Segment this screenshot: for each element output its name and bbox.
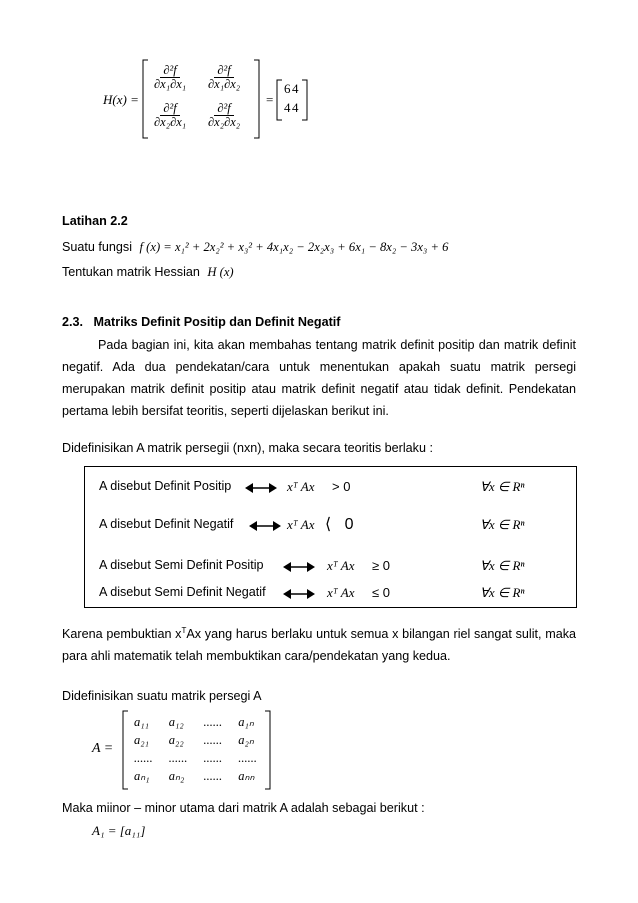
matrix-cell: ...... <box>203 732 223 747</box>
matrix-lhs: A = <box>92 741 114 756</box>
exercise-prefix: Suatu fungsi <box>62 240 133 254</box>
matrix-cell: ...... <box>203 768 223 783</box>
matrix-cell: ...... <box>238 750 257 765</box>
hessian-entry-22: $\frac{\text{∂²f}}{\text{∂x₂∂x₂}}$ <box>208 101 241 130</box>
definition-relation: ≤ 0 <box>372 585 390 600</box>
minor-first: A₁ = [a₁₁] <box>92 823 146 838</box>
matrix-cell: a₁₁ <box>134 714 149 729</box>
definition-label: A disebut Definit Negatif <box>99 517 234 531</box>
value-m12: 4 <box>292 81 299 96</box>
matrix-cell: aₙ₂ <box>168 769 185 783</box>
section-paragraph: Pada bagian ini, kita akan membahas tentang matrik definit positip dan matrik definit negatif. Ada dua pendekatan/cara untuk menentukan apakah suatu matrik persegi merupakan matrik definit positip atau matrik definit negatif atau tidak definit. Pendekatan pertama lebih bersifat teoritis, seperti dijelaskan berikut ini. <box>62 338 576 418</box>
double-arrow-icon <box>283 589 315 599</box>
matrix-cell: aₙₙ <box>238 769 255 783</box>
value-m21: 4 <box>284 100 291 115</box>
exercise-task-text: Tentukan matrik Hessian <box>62 265 200 279</box>
definition-row <box>85 479 576 499</box>
minor-intro: Maka miinor – minor utama dari matrik A adalah sebagai berikut : <box>62 801 425 815</box>
double-arrow-icon <box>245 483 277 493</box>
definition-label: A disebut Semi Definit Positip <box>99 558 264 572</box>
matrix-cell: ...... <box>134 750 153 765</box>
definition-expr: xᵀ Ax <box>327 558 355 573</box>
matrix-row <box>126 749 265 767</box>
matrix-cell: a₂₂ <box>168 732 184 747</box>
proof-note-end: Ax yang harus berlaku untuk semua x bilangan riel sangat sulit, maka para ahli matematik telah membuktikan cara/pendekatan yang kedua. <box>62 627 577 664</box>
value-m11: 6 <box>284 81 291 96</box>
definition-quantifier: ∀x ∈ Rⁿ <box>480 479 525 494</box>
definition-quantifier: ∀x ∈ Rⁿ <box>480 585 525 600</box>
matrix-cell: ...... <box>168 750 188 765</box>
definition-relation: ≥ 0 <box>372 558 390 573</box>
matrix-cell: a₁₂ <box>168 714 184 729</box>
matrix-cell: a₂ₙ <box>238 733 254 747</box>
matrix-cell: ...... <box>203 750 223 765</box>
exercise-task <box>62 265 234 281</box>
definition-row <box>85 585 576 605</box>
double-arrow-icon <box>249 521 281 531</box>
exercise-statement <box>62 240 448 256</box>
definition-expr: xᵀ Ax <box>287 517 315 532</box>
definition-expr: xᵀ Ax <box>287 479 315 494</box>
matrix-row <box>126 731 265 749</box>
matrix-cell: ...... <box>203 714 223 729</box>
hessian-entry-11: $\frac{\text{∂²f}}{\text{∂x₁∂x₁}}$ <box>154 63 187 92</box>
definition-quantifier: ∀x ∈ Rⁿ <box>480 517 525 532</box>
definition-label: A disebut Definit Positip <box>99 479 232 493</box>
definition-quantifier: ∀x ∈ Rⁿ <box>480 558 525 573</box>
transpose-superscript: T <box>181 626 187 635</box>
definition-row <box>85 517 576 537</box>
exercise-heading: Latihan 2.2 <box>62 214 128 228</box>
matrix-row <box>126 713 265 731</box>
matrix-cell: a₁ₙ <box>238 715 254 729</box>
definition-relation: > 0 <box>332 479 351 494</box>
exercise-task-symbol: H (x) <box>207 265 234 279</box>
definition-row <box>85 558 576 578</box>
proof-note <box>62 620 576 667</box>
hessian-equals: = <box>266 92 274 107</box>
definitions-box <box>84 466 577 608</box>
matrix-intro: Didefinisikan suatu matrik persegi A <box>62 689 262 703</box>
exercise-function: f (x) = x₁² + 2x₂² + x₃² + 4x₁x₂ − 2x₂x₃ + 6x₁ − 8x₂ − 3x₃ + 6 <box>139 240 449 254</box>
hessian-entry-21: $\frac{\text{∂²f}}{\text{∂x₂∂x₁}}$ <box>154 101 187 130</box>
hessian-entry-12: $\frac{\text{∂²f}}{\text{∂x₁∂x₂}}$ <box>208 63 241 92</box>
proof-note-start: Karena pembuktian x <box>62 627 182 642</box>
value-m22: 4 <box>292 100 299 115</box>
definition-relation: ⟨ 0 <box>325 516 354 533</box>
matrix-cell: aₙ₁ <box>134 769 150 783</box>
section-heading: 2.3. Matriks Definit Positip dan Definit Negatif <box>62 315 341 329</box>
hessian-lhs: H(x) = <box>103 92 139 107</box>
matrix-cell: a₂₁ <box>134 732 149 747</box>
definition-expr: xᵀ Ax <box>327 585 355 600</box>
matrix-row <box>126 767 265 785</box>
double-arrow-icon <box>283 562 315 572</box>
matrix-a <box>126 713 265 785</box>
definition-label: A disebut Semi Definit Negatif <box>99 585 266 599</box>
definition-intro: Didefinisikan A matrik persegii (nxn), maka secara teoritis berlaku : <box>62 441 433 455</box>
